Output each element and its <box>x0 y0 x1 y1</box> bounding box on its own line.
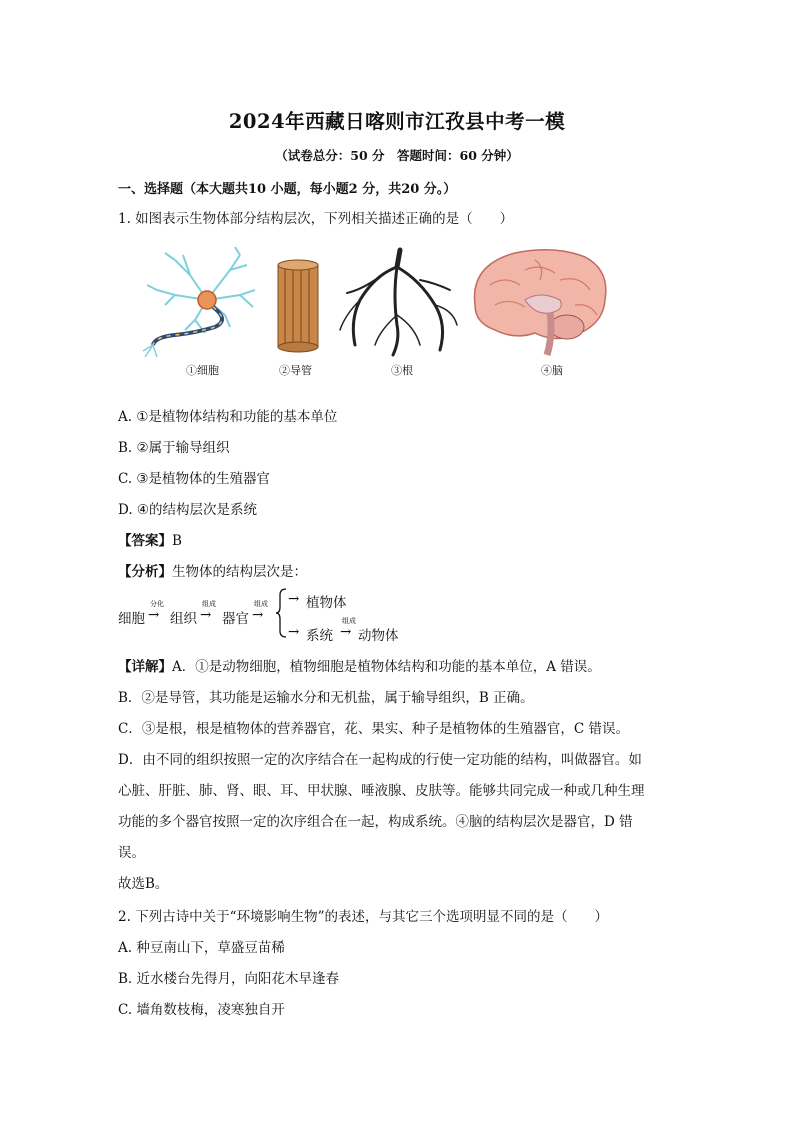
flow-arrow-animal: → <box>340 624 352 640</box>
figure-caption-brain: ④脑 <box>541 364 563 377</box>
analysis-label: 【分析】 <box>118 564 172 580</box>
q1-option-a: A. ①是植物体结构和功能的基本单位 <box>118 409 338 425</box>
q1-detail-line-4: D．由不同的组织按照一定的次序结合在一起构成的行使一定功能的结构，叫做器官。如 <box>118 752 642 768</box>
flow-plant: 植物体 <box>306 595 347 611</box>
flow-label-fenhua: 分化 <box>150 600 164 608</box>
q1-option-d: D. ④的结构层次是系统 <box>118 502 258 518</box>
flow-label-zucheng-1: 组成 <box>202 600 216 608</box>
question-1-figure <box>135 245 615 360</box>
q2-option-b: B. 近水楼台先得月，向阳花木早逢春 <box>118 971 340 987</box>
q1-option-c: C. ③是植物体的生殖器官 <box>118 471 271 487</box>
answer-label: 【答案】 <box>118 533 172 549</box>
q1-answer <box>118 529 182 549</box>
question-1-stem: 1. 如图表示生物体部分结构层次，下列相关描述正确的是（ ） <box>118 211 514 227</box>
q2-option-a: A. 种豆南山下，草盛豆苗稀 <box>118 940 285 956</box>
q1-detail-line-1 <box>118 655 601 675</box>
section-heading: 一、选择题（本大题共10 小题，每小题2 分，共20 分。） <box>118 182 457 197</box>
neuron-illustration <box>143 247 255 357</box>
figure-caption-cell: ①细胞 <box>186 364 219 377</box>
flow-arrow-1: → <box>148 607 160 623</box>
q1-analysis <box>118 560 307 580</box>
root-illustration <box>340 250 457 355</box>
detail-label: 【详解】 <box>118 659 172 675</box>
q1-detail-line-7: 误。 <box>118 845 145 861</box>
flow-label-zucheng-2: 组成 <box>254 600 268 608</box>
q1-conclusion: 故选B。 <box>118 876 169 892</box>
flow-arrow-2: → <box>200 607 212 623</box>
analysis-text: 生物体的结构层次是： <box>172 564 307 580</box>
q1-detail-line-6: 功能的多个器官按照一定的次序组合在一起，构成系统。④脑的结构层次是器官，D 错 <box>118 814 633 830</box>
q2-option-c: C. 墙角数枝梅，凌寒独自开 <box>118 1002 285 1018</box>
flow-animal: 动物体 <box>358 628 399 644</box>
flow-system: 系统 <box>306 628 333 644</box>
figure-caption-vessel: ②导管 <box>279 364 312 377</box>
flow-cell: 细胞 <box>118 611 145 627</box>
q1-detail-line-3: C．③是根，根是植物体的营养器官，花、果实、种子是植物体的生殖器官，C 错误。 <box>118 721 629 737</box>
flow-arrow-plant: → <box>288 591 300 607</box>
flow-brace <box>276 587 288 639</box>
page-title: 2024年西藏日喀则市江孜县中考一模 <box>228 110 566 133</box>
q1-detail-line-5: 心脏、肝脏、肺、肾、眼、耳、甲状腺、唾液腺、皮肤等。能够共同完成一种或几种生理 <box>118 783 645 799</box>
brain-illustration <box>475 250 606 355</box>
figure-caption-root: ③根 <box>391 364 413 377</box>
flow-arrow-system: → <box>288 624 300 640</box>
flow-organ: 器官 <box>222 611 249 627</box>
question-2-stem: 2. 下列古诗中关于“环境影响生物”的表述，与其它三个选项明显不同的是（ ） <box>118 909 608 925</box>
flow-tissue: 组织 <box>170 611 197 627</box>
structure-flow-diagram <box>118 585 438 645</box>
vessel-illustration <box>278 260 318 352</box>
q1-detail-line-2: B．②是导管，其功能是运输水分和无机盐，属于输导组织，B 正确。 <box>118 690 534 706</box>
page-subtitle: （试卷总分：50 分 答题时间：60 分钟） <box>275 148 519 163</box>
detail-text-1: A．①是动物细胞，植物细胞是植物体结构和功能的基本单位，A 错误。 <box>172 659 601 675</box>
answer-value: B <box>172 533 182 549</box>
q1-option-b: B. ②属于输导组织 <box>118 440 230 456</box>
flow-label-zucheng-3: 组成 <box>342 617 356 625</box>
flow-arrow-3: → <box>252 607 264 623</box>
